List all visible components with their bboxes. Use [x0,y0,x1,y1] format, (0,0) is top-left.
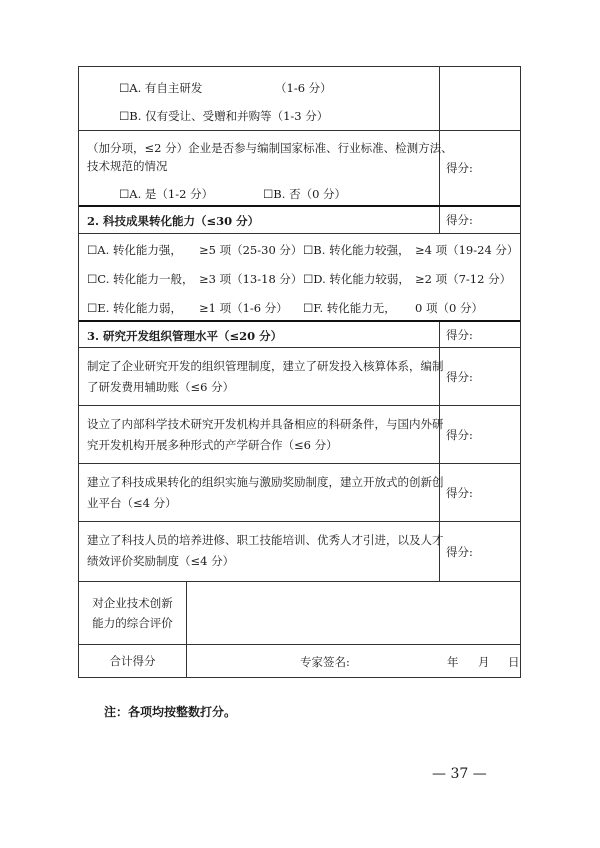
score-cell-empty [440,67,520,130]
score-label: 得分: [446,485,473,500]
option-a-strong[interactable]: ☐A. 转化能力强， [87,243,182,257]
option-no[interactable]: ☐B. 否（0 分） [263,187,347,201]
talent-system-cell [79,522,444,581]
talent-line2: 绩效评价奖励制度（≤4 分） [87,554,235,568]
month-label: 月 [478,655,490,669]
row-overall-evaluation [79,582,520,645]
row-talent-system [79,522,520,582]
row-conversion-options [79,234,520,322]
option-e-weak[interactable]: ☐E. 转化能力弱， [87,301,183,315]
total-score-label: 合计得分 [79,645,187,677]
score-label: 得分: [446,544,473,559]
score-label: 得分: [446,369,473,384]
option-d-fairly-weak[interactable]: ☐D. 转化能力较弱， [303,272,410,286]
section-3-heading: 3. 研究开发组织管理水平（≤20 分） [87,329,283,343]
year-label: 年 [447,655,459,669]
score-label: 得分: [446,161,473,175]
conversion-options-cell [79,234,520,320]
row-standards [79,131,520,207]
option-a-score: （1-6 分） [275,81,332,95]
row-section-3-heading [79,322,520,348]
expert-signature-label: 专家签名: [300,655,350,669]
section-2-heading: 2. 科技成果转化能力（≤30 分） [87,214,260,228]
scoring-note: 注：各项均按整数打分。 [104,705,237,719]
row-total-score [79,645,520,677]
overall-evaluation-field[interactable] [187,582,520,644]
option-a-range: ≥5 项（25-30 分） [199,243,303,257]
option-f-range: 0 项（0 分） [415,301,483,315]
incentive-line2: 业平台（≤4 分） [87,496,177,510]
day-label: 日 [508,655,520,669]
section-3-heading-cell [79,322,440,347]
signature-area[interactable] [187,645,520,677]
option-d-range: ≥2 项（7-12 分） [415,272,512,286]
score-label: 得分: [446,213,473,227]
row-rnd-method [79,67,520,131]
option-e-range: ≥1 项（1-6 分） [199,301,288,315]
overall-evaluation-label: 对企业技术创新能力的综合评价 [79,582,187,644]
management-line1: 制定了企业研究开发的组织管理制度，建立了研发投入核算体系，编制 [87,359,444,373]
rnd-method-cell [79,67,440,130]
option-a-own-rnd[interactable]: ☐A. 有自主研发 [119,81,203,95]
option-c-range: ≥3 项（13-18 分） [199,272,303,286]
section-2-heading-cell [79,207,440,233]
score-label: 得分: [446,327,473,342]
page-number: — 37 — [432,766,487,782]
option-b-acquired[interactable]: ☐B. 仅有受让、受赠和并购等（1-3 分） [119,109,329,123]
management-system-cell [79,348,444,405]
row-section-2-heading [79,207,520,234]
institution-line2: 究开发机构开展多种形式的产学研合作（≤6 分） [87,438,338,452]
talent-line1: 建立了科技人员的培养进修、职工技能培训、优秀人才引进，以及人才 [87,533,444,547]
research-institution-cell [79,406,444,463]
standards-question-line2: 技术规范的情况 [87,159,168,173]
option-f-none[interactable]: ☐F. 转化能力无， [303,301,396,315]
management-line2: 了研发费用辅助账（≤6 分） [87,380,235,394]
standards-question-line1: （加分项，≤2 分）企业是否参与编制国家标准、行业标准、检测方法、 [87,141,453,155]
evaluation-table [78,66,521,678]
option-b-fairly-strong[interactable]: ☐B. 转化能力较强， [303,243,410,257]
option-b-range: ≥4 项（19-24 分） [415,243,519,257]
standards-cell [79,131,453,205]
row-incentive-system [79,464,520,522]
score-label: 得分: [446,427,473,442]
option-yes[interactable]: ☐A. 是（1-2 分） [119,187,214,201]
institution-line1: 设立了内部科学技术研究开发机构并具备相应的科研条件，与国内外研 [87,417,444,431]
option-c-average[interactable]: ☐C. 转化能力一般， [87,272,194,286]
incentive-system-cell [79,464,444,521]
incentive-line1: 建立了科技成果转化的组织实施与激励奖励制度，建立开放式的创新创 [87,475,444,489]
row-management-system [79,348,520,406]
row-research-institution [79,406,520,464]
